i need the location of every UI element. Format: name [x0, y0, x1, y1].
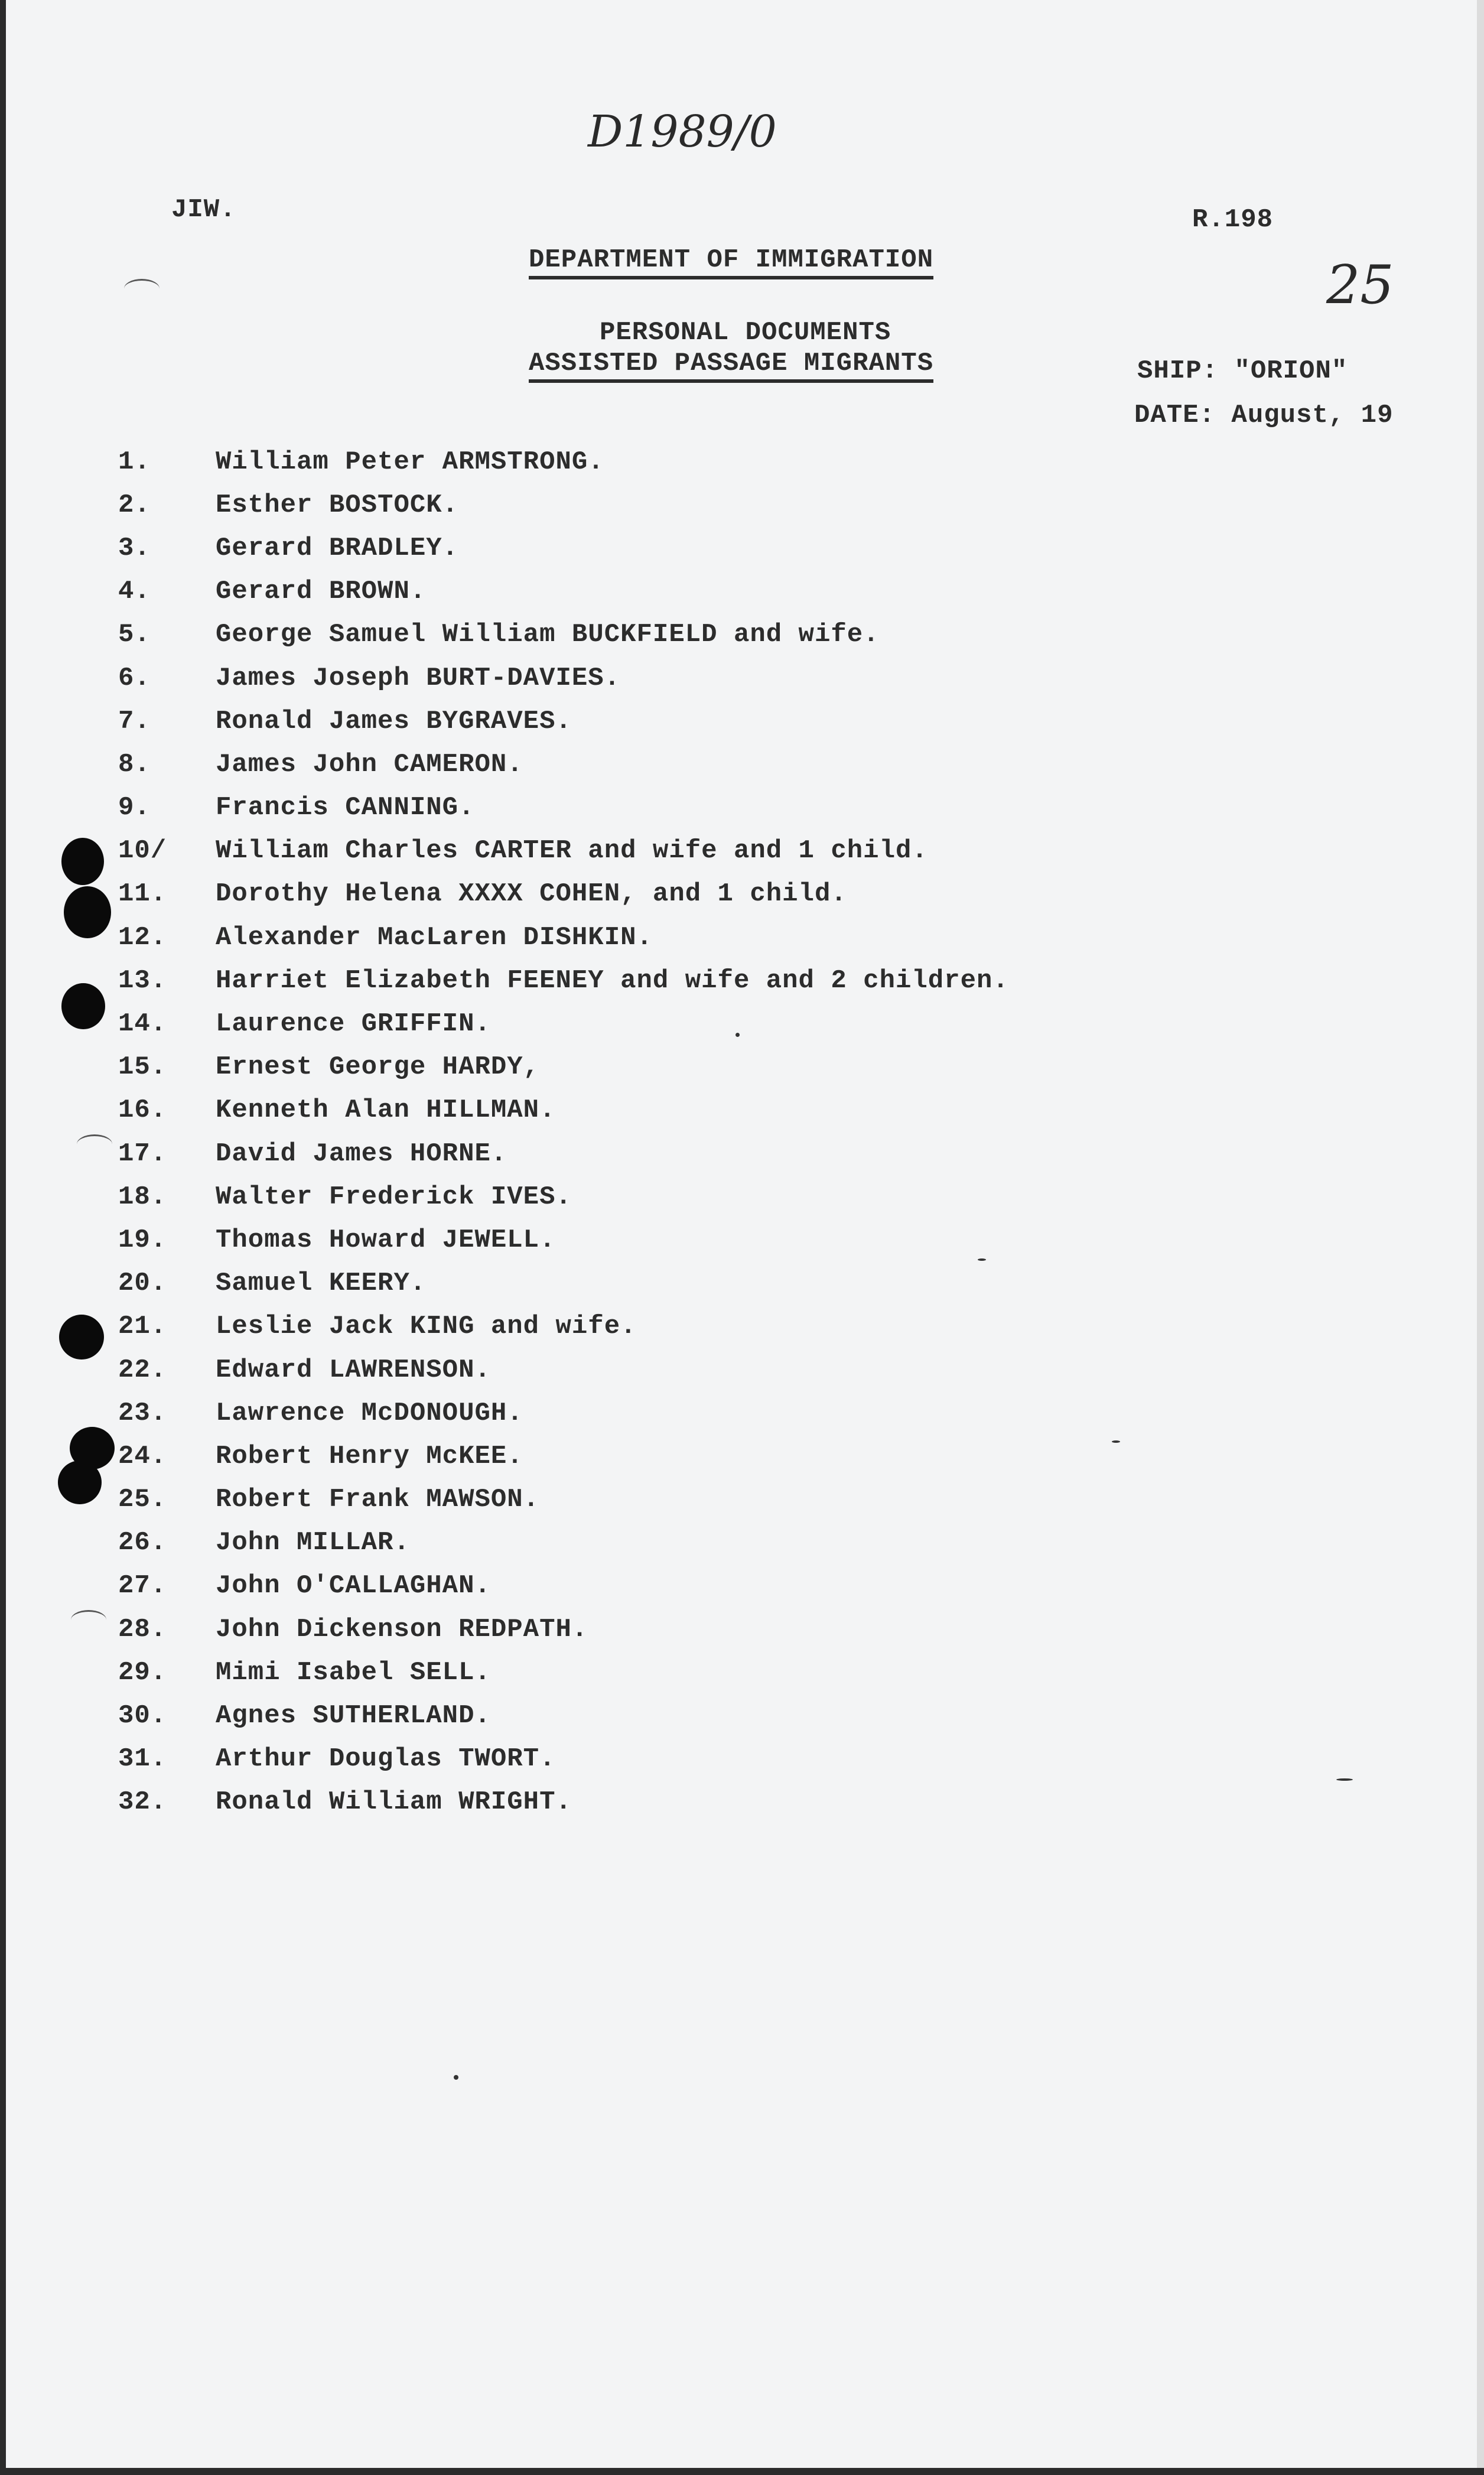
handwritten-folio-number: 25 — [1326, 254, 1394, 316]
entry-name: Esther BOSTOCK. — [216, 490, 459, 520]
entry-name: Thomas Howard JEWELL. — [216, 1225, 556, 1255]
entry-name: Kenneth Alan HILLMAN. — [216, 1095, 556, 1126]
migrant-entry — [118, 483, 1300, 526]
entry-name: Robert Frank MAWSON. — [216, 1485, 540, 1515]
entry-number: 27. — [118, 1571, 167, 1601]
migrant-entry — [118, 959, 1300, 1002]
entry-number: 19. — [118, 1225, 167, 1255]
entry-name: Edward LAWRENSON. — [216, 1355, 491, 1385]
entry-number: 9. — [118, 793, 151, 823]
department-heading: DEPARTMENT OF IMMIGRATION — [529, 245, 933, 279]
entry-number: 14. — [118, 1009, 167, 1039]
punch-hole — [61, 983, 105, 1029]
migrant-entry — [118, 916, 1300, 959]
entry-number: 11. — [118, 879, 167, 909]
paper-mark — [77, 1134, 112, 1154]
punch-hole — [58, 1461, 102, 1504]
migrant-entry — [118, 1175, 1300, 1218]
entry-number: 13. — [118, 965, 167, 996]
migrant-entry — [118, 656, 1300, 700]
migrant-entry — [118, 1046, 1300, 1089]
paper-speck — [736, 1033, 740, 1037]
entry-name: Laurence GRIFFIN. — [216, 1009, 491, 1039]
migrant-entry — [118, 830, 1300, 873]
paper-mark — [124, 279, 160, 298]
punch-hole — [59, 1315, 104, 1360]
migrant-entry — [118, 1132, 1300, 1175]
entry-number: 18. — [118, 1182, 167, 1212]
migrant-entry — [118, 1089, 1300, 1132]
entry-number: 10/ — [118, 836, 167, 866]
entry-number: 28. — [118, 1614, 167, 1644]
initials: JIW. — [171, 195, 236, 225]
entry-name: David James HORNE. — [216, 1139, 507, 1169]
entry-number: 5. — [118, 620, 151, 650]
entry-name: Francis CANNING. — [216, 793, 475, 823]
migrant-entry — [118, 1478, 1300, 1521]
entry-name: Ernest George HARDY, — [216, 1052, 540, 1082]
paper-speck — [454, 2075, 458, 2080]
entry-name: James John CAMERON. — [216, 749, 523, 779]
entry-name: Ronald James BYGRAVES. — [216, 706, 572, 736]
entry-name: Ronald William WRIGHT. — [216, 1787, 572, 1817]
entry-name: Harriet Elizabeth FEENEY and wife and 2 children. — [216, 965, 1009, 996]
entry-number: 15. — [118, 1052, 167, 1082]
paper-speck — [1336, 1778, 1353, 1781]
entry-name: Lawrence McDONOUGH. — [216, 1398, 523, 1428]
migrant-entry — [118, 1608, 1300, 1651]
entry-number: 26. — [118, 1528, 167, 1558]
entry-number: 1. — [118, 447, 151, 477]
entry-name: Alexander MacLaren DISHKIN. — [216, 922, 653, 952]
migrant-entry — [118, 526, 1300, 570]
entry-name: Mimi Isabel SELL. — [216, 1657, 491, 1687]
form-code: R.198 — [1192, 205, 1274, 235]
entry-number: 17. — [118, 1139, 167, 1169]
entry-name: Walter Frederick IVES. — [216, 1182, 572, 1212]
scan-edge-bottom — [0, 2468, 1484, 2475]
entry-number: 20. — [118, 1269, 167, 1299]
migrant-entry — [118, 1781, 1300, 1824]
migrant-entry — [118, 1565, 1300, 1608]
paper-speck — [1112, 1440, 1120, 1443]
migrant-entry — [118, 700, 1300, 743]
title-line-2: ASSISTED PASSAGE MIGRANTS — [529, 349, 933, 383]
migrant-entry — [118, 873, 1300, 916]
entry-number: 2. — [118, 490, 151, 520]
migrant-entry — [118, 1435, 1300, 1478]
handwritten-reference: D1989/0 — [588, 106, 777, 157]
migrant-entry — [118, 1262, 1300, 1305]
punch-hole — [64, 886, 111, 938]
migrant-entry — [118, 1002, 1300, 1045]
paper-speck — [978, 1258, 986, 1261]
document-date: DATE: August, 19 — [1134, 401, 1394, 430]
entry-name: George Samuel William BUCKFIELD and wife. — [216, 620, 880, 650]
entry-number: 23. — [118, 1398, 167, 1428]
entry-name: Robert Henry McKEE. — [216, 1441, 523, 1471]
entry-name: Samuel KEERY. — [216, 1269, 427, 1299]
title-line-1: PERSONAL DOCUMENTS — [600, 318, 891, 347]
entry-number: 4. — [118, 577, 151, 607]
migrant-entry — [118, 1218, 1300, 1261]
scan-edge-left — [0, 0, 6, 2475]
entry-name: William Charles CARTER and wife and 1 child. — [216, 836, 928, 866]
entry-name: William Peter ARMSTRONG. — [216, 447, 604, 477]
migrant-entry — [118, 1651, 1300, 1694]
migrant-entry — [118, 786, 1300, 830]
punch-hole — [61, 838, 104, 885]
entry-number: 25. — [118, 1485, 167, 1515]
migrant-entry — [118, 1391, 1300, 1435]
entry-name: Leslie Jack KING and wife. — [216, 1312, 637, 1342]
migrant-entry — [118, 570, 1300, 613]
entry-number: 31. — [118, 1744, 167, 1774]
entry-name: John Dickenson REDPATH. — [216, 1614, 588, 1644]
paper-mark — [71, 1610, 106, 1630]
entry-number: 30. — [118, 1701, 167, 1731]
migrant-entry — [118, 1348, 1300, 1391]
entry-name: John O'CALLAGHAN. — [216, 1571, 491, 1601]
entry-number: 24. — [118, 1441, 167, 1471]
ship-name: SHIP: "ORION" — [1137, 356, 1348, 386]
entry-number: 29. — [118, 1657, 167, 1687]
migrant-entry — [118, 1694, 1300, 1737]
entry-number: 16. — [118, 1095, 167, 1126]
entry-number: 3. — [118, 533, 151, 563]
entry-number: 6. — [118, 663, 151, 693]
migrant-entry — [118, 1305, 1300, 1348]
migrant-entry — [118, 1521, 1300, 1565]
migrant-entry — [118, 1738, 1300, 1781]
entry-name: John MILLAR. — [216, 1528, 410, 1558]
entry-name: Gerard BRADLEY. — [216, 533, 459, 563]
migrant-entry — [118, 613, 1300, 656]
entry-name: Agnes SUTHERLAND. — [216, 1701, 491, 1731]
entry-name: Arthur Douglas TWORT. — [216, 1744, 556, 1774]
entry-number: 8. — [118, 749, 151, 779]
migrant-entry — [118, 440, 1300, 483]
migrant-entry — [118, 743, 1300, 786]
entry-number: 21. — [118, 1312, 167, 1342]
entry-number: 12. — [118, 922, 167, 952]
entry-number: 22. — [118, 1355, 167, 1385]
scan-edge-right — [1477, 0, 1484, 2475]
migrant-list — [118, 440, 1300, 1824]
entry-name: Gerard BROWN. — [216, 577, 427, 607]
entry-name: James Joseph BURT-DAVIES. — [216, 663, 621, 693]
entry-name: Dorothy Helena XXXX COHEN, and 1 child. — [216, 879, 847, 909]
entry-number: 32. — [118, 1787, 167, 1817]
entry-number: 7. — [118, 706, 151, 736]
